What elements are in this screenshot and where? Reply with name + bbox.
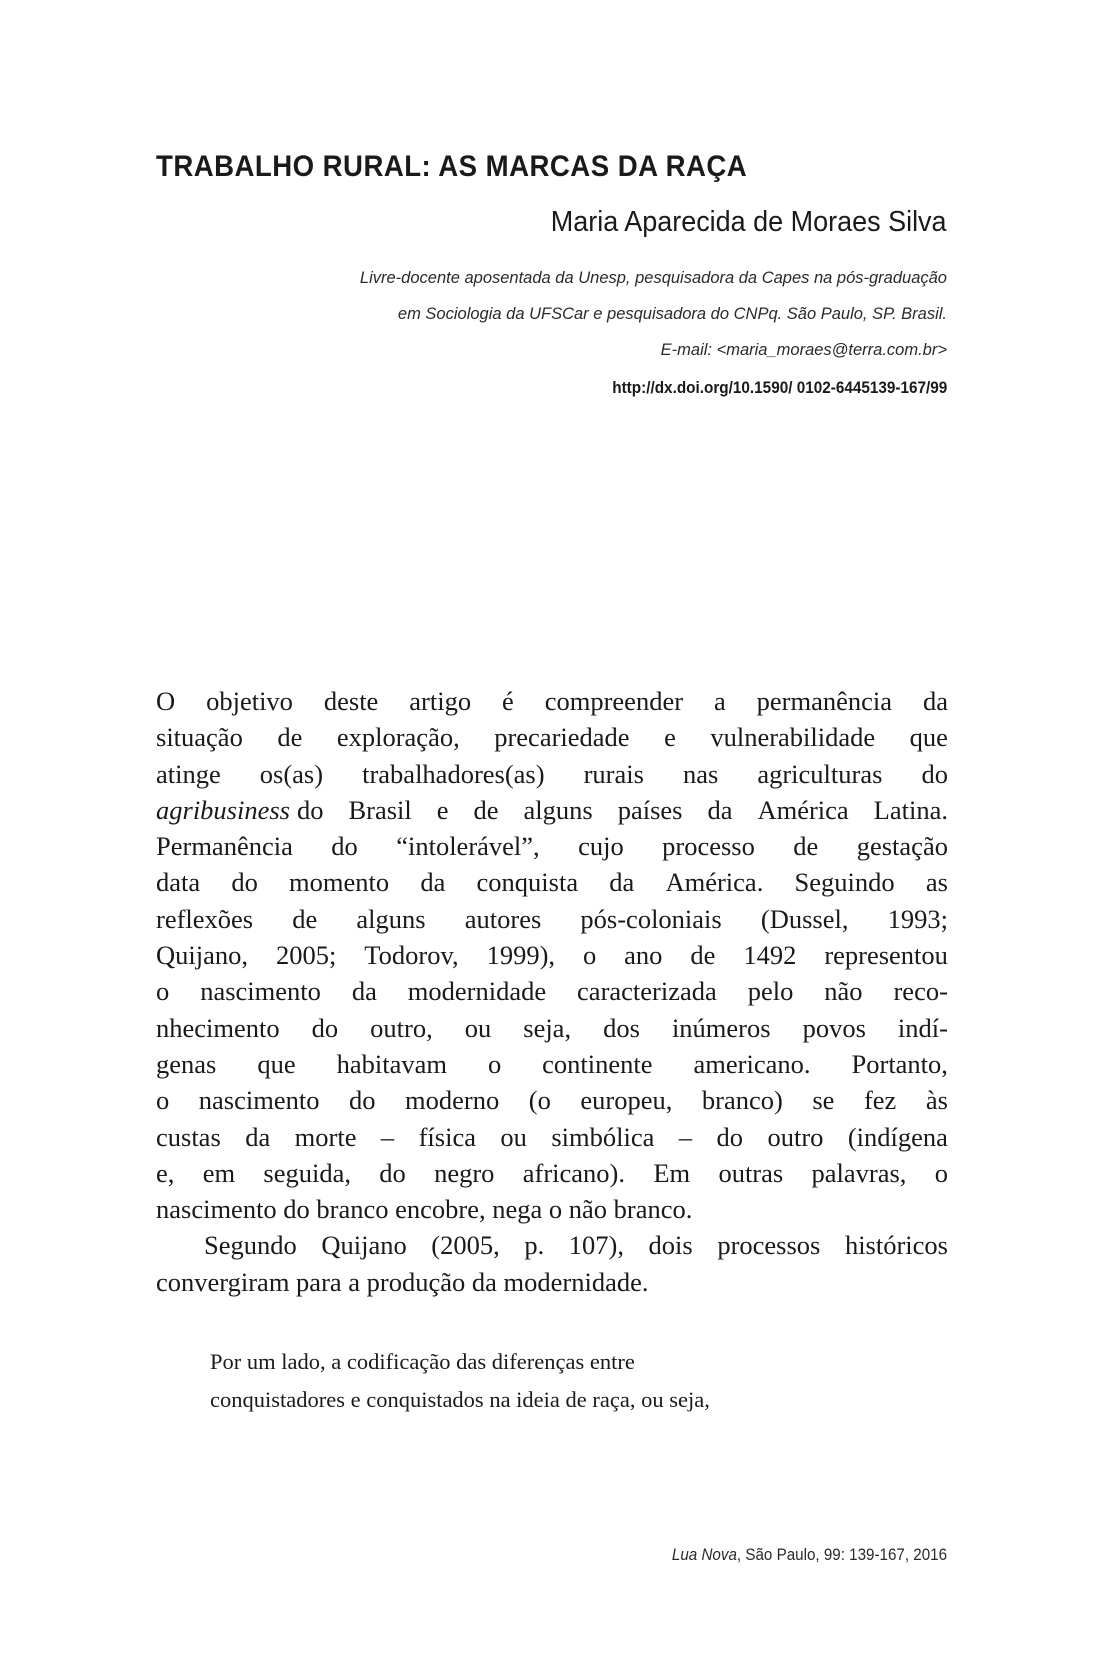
text-line: custas da morte – física ou simbólica – do outro (indígena (156, 1121, 948, 1152)
page-footer (672, 1546, 947, 1565)
abstract-body (156, 683, 948, 1300)
text-line: o nascimento da modernidade caracterizada pelo não reco- (156, 976, 948, 1007)
author-name: Maria Aparecida de Moraes Silva (551, 206, 947, 238)
article-title: TRABALHO RURAL: AS MARCAS DA RAÇA (156, 150, 748, 183)
text-line: Quijano, 2005; Todorov, 1999), o ano de 1492 representou (156, 940, 948, 971)
text-line: genas que habitavam o continente americano. Portanto, (156, 1048, 948, 1079)
text-run: do Brasil e de alguns países da América Latina. (297, 794, 948, 825)
paragraph-2 (156, 1227, 948, 1300)
text-line: e, em seguida, do negro africano). Em outras palavras, o (156, 1157, 948, 1188)
affiliation-line: em Sociologia da UFSCar e pesquisadora do CNPq. São Paulo, SP. Brasil. (397, 305, 947, 323)
quote-line: Por um lado, a codificação das diferenças entre (210, 1349, 635, 1374)
text-line: atinge os(as) trabalhadores(as) rurais nas agriculturas do (156, 758, 948, 789)
text-line: nhecimento do outro, ou seja, dos inúmeros povos indí- (156, 1012, 948, 1043)
block-quote (210, 1343, 910, 1419)
text-line (156, 792, 948, 828)
text-line: Permanência do “intolerável”, cujo processo de gestação (156, 831, 948, 862)
affiliation-line: Livre-docente aposentada da Unesp, pesquisadora da Capes na pós-graduação (359, 269, 947, 287)
text-line: o nascimento do moderno (o europeu, branco) se fez às (156, 1085, 948, 1116)
italic-term: agribusiness (156, 794, 290, 825)
text-line: data do momento da conquista da América. Seguindo as (156, 867, 948, 898)
quote-line: conquistadores e conquistados na ideia de raça, ou seja, (210, 1387, 710, 1412)
text-line: reflexões de alguns autores pós-coloniais (Dussel, 1993; (156, 903, 948, 934)
author-affiliation (247, 260, 947, 368)
author-email: E-mail: <maria_moraes@terra.com.br> (660, 341, 947, 359)
text-line: convergiram para a produção da modernidade. (156, 1266, 649, 1297)
text-line: O objetivo deste artigo é compreender a permanência da (156, 686, 948, 716)
journal-details: , São Paulo, 99: 139-167, 2016 (736, 1546, 947, 1564)
text-line: nascimento do branco encobre, nega o não branco. (156, 1194, 693, 1225)
paragraph-1 (156, 683, 948, 1227)
doi-link[interactable]: http://dx.doi.org/10.1590/ 0102-6445139-167/99 (611, 378, 947, 397)
text-line: Segundo Quijano (2005, p. 107), dois processos históricos (204, 1230, 948, 1261)
journal-name: Lua Nova (671, 1546, 737, 1564)
text-line: situação de exploração, precariedade e vulnerabilidade que (156, 722, 948, 753)
